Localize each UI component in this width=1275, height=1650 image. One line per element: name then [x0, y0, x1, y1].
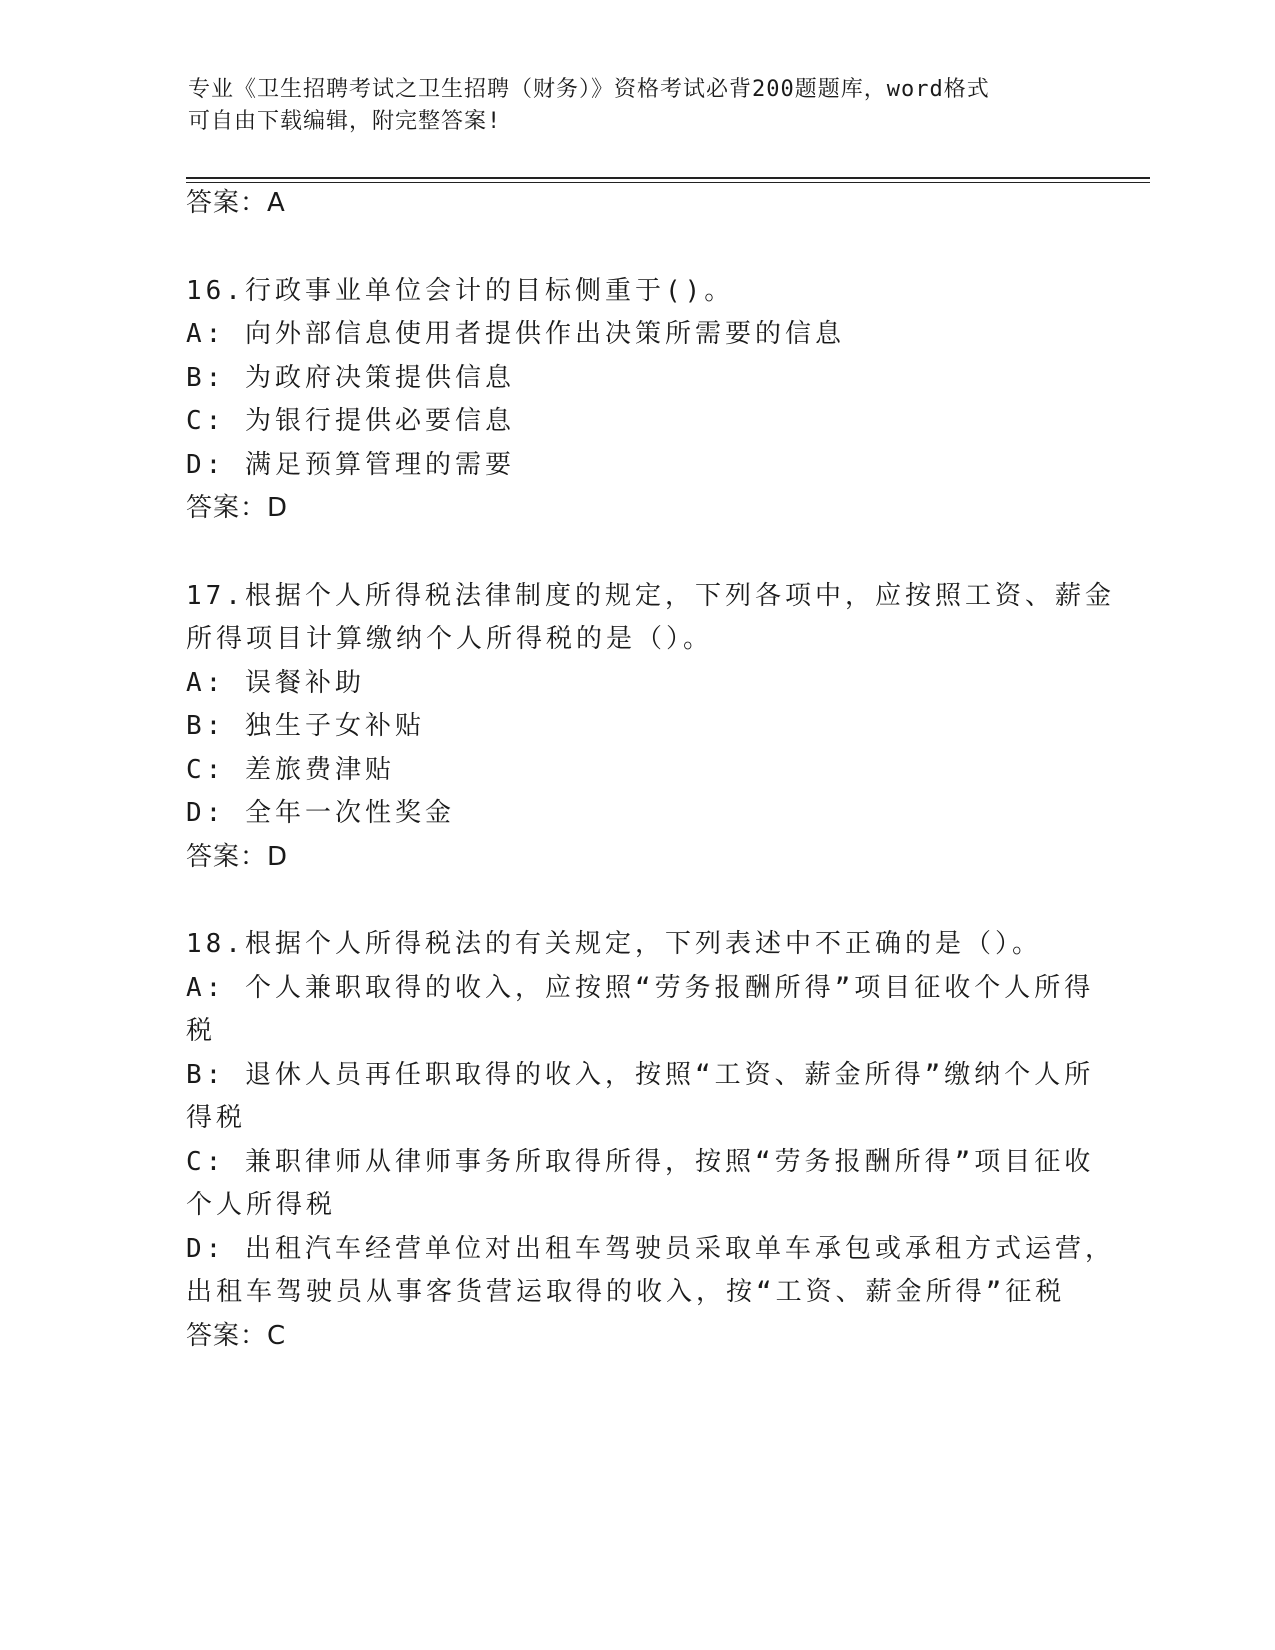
question-16-option-d: D: 满足预算管理的需要 [186, 450, 515, 480]
question-16-option-a: A: 向外部信息使用者提供作出决策所需要的信息 [186, 319, 845, 349]
header-divider-thin [186, 182, 1150, 183]
question-17-stem-line-1: 17.根据个人所得税法律制度的规定，下列各项中，应按照工资、薪金 [186, 581, 1115, 611]
header-line-2: 可自由下载编辑，附完整答案! [188, 109, 502, 134]
question-16-option-b: B: 为政府决策提供信息 [186, 363, 515, 393]
header-line-1: 专业《卫生招聘考试之卫生招聘（财务）》资格考试必背200题题库，word格式 [188, 77, 990, 102]
question-17-answer: 答案：D [186, 842, 289, 872]
question-17-option-c: C: 差旅费津贴 [186, 755, 395, 785]
question-18-option-a-line-1: A: 个人兼职取得的收入，应按照“劳务报酬所得”项目征收个人所得 [186, 973, 1095, 1003]
question-18-option-b-line-1: B: 退休人员再任职取得的收入，按照“工资、薪金所得”缴纳个人所 [186, 1060, 1095, 1090]
question-16-stem: 16.行政事业单位会计的目标侧重于()。 [186, 276, 735, 306]
question-18-option-a-line-2: 税 [186, 1016, 217, 1046]
question-16-option-c: C: 为银行提供必要信息 [186, 406, 515, 436]
question-18-option-b-line-2: 得税 [186, 1103, 247, 1133]
question-17-option-a: A: 误餐补助 [186, 668, 365, 698]
question-18-option-c-line-2: 个人所得税 [186, 1190, 337, 1220]
question-18-option-c-line-1: C: 兼职律师从律师事务所取得所得，按照“劳务报酬所得”项目征收 [186, 1147, 1095, 1177]
question-18-option-d-line-2: 出租车驾驶员从事客货营运取得的收入，按“工资、薪金所得”征税 [186, 1277, 1066, 1307]
question-17-stem-line-2: 所得项目计算缴纳个人所得税的是（）。 [186, 624, 714, 654]
question-17-option-b: B: 独生子女补贴 [186, 711, 425, 741]
header-divider-thick [186, 177, 1150, 179]
question-17-option-d: D: 全年一次性奖金 [186, 798, 455, 828]
question-18-option-d-line-1: D: 出租汽车经营单位对出租车驾驶员采取单车承包或承租方式运营， [186, 1234, 1115, 1264]
question-16-answer: 答案：D [186, 493, 289, 523]
document-header [188, 74, 1068, 138]
question-18-stem: 18.根据个人所得税法的有关规定，下列表述中不正确的是（）。 [186, 929, 1042, 959]
previous-answer: 答案：A [186, 188, 286, 218]
question-18-answer: 答案：C [186, 1321, 287, 1351]
